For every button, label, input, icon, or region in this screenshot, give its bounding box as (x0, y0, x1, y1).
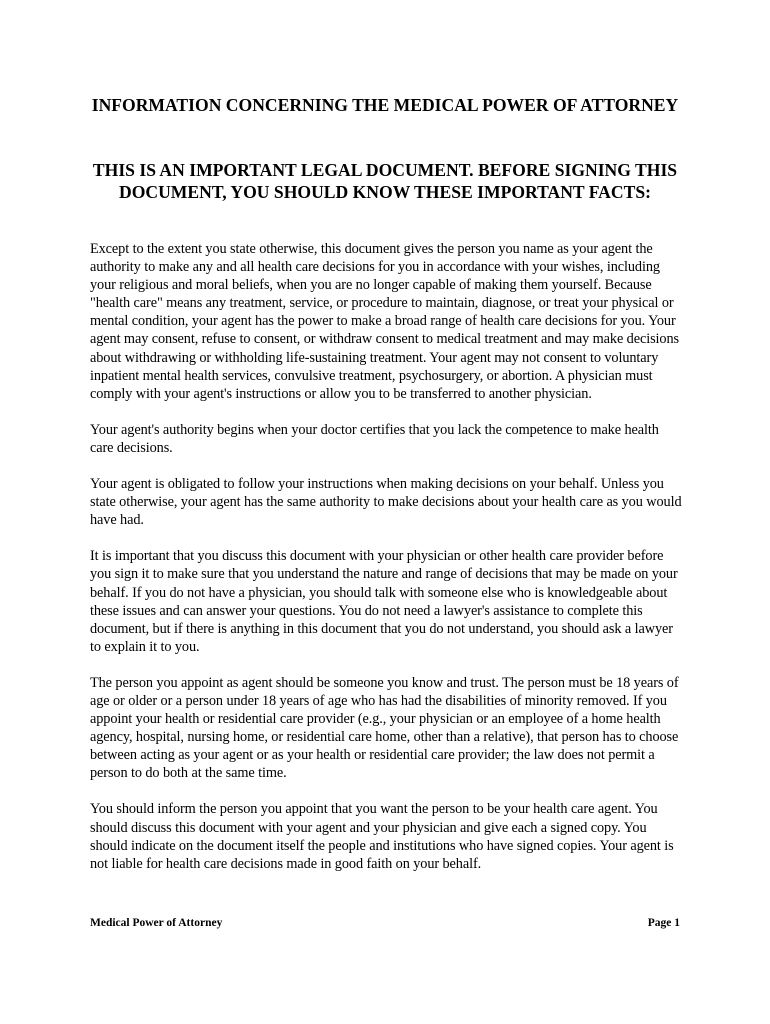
document-title: INFORMATION CONCERNING THE MEDICAL POWER OF ATTORNEY (91, 95, 679, 115)
paragraph-choosing-agent: The person you appoint as agent should be someone you know and trust. The person must be 18 years of age or older or a person under 18 years of age who has had the disabilities of minority removed. If you appoint your health or residential care provider (e.g., your physician or an employee of a home health agency, hospital, nursing home, or residential care home, other than a relative), that person has to choose between acting as your agent or as your health or residential care provider; the law does not permit a person to do both at the same time. (90, 674, 679, 782)
document-subtitle: THIS IS AN IMPORTANT LEGAL DOCUMENT. BEFORE SIGNING THIS DOCUMENT, YOU SHOULD KNOW THESE IMPORTANT FACTS: (92, 160, 678, 202)
footer-page-number: Page 1 (647, 917, 680, 929)
footer-document-name: Medical Power of Attorney (90, 917, 223, 929)
paragraph-authority-begins: Your agent's authority begins when your doctor certifies that you lack the competence to make health care decisions. (90, 421, 659, 456)
paragraph-inform-agent: You should inform the person you appoint that you want the person to be your health care agent. You should discuss this document with your agent and your physician and give each a signed copy. You should indicate on the document itself the people and institutions who have signed copies. Your agent is not liable for health care decisions made in good faith on your behalf. (90, 801, 674, 872)
document-body (90, 240, 684, 891)
paragraph-agent-obligations: Your agent is obligated to follow your instructions when making decisions on your behalf. Unless you state otherwise, your agent has the same authority to make decisions about your health care as you would have had. (90, 476, 682, 529)
paragraph-agent-authority: Except to the extent you state otherwise, this document gives the person you name as your agent the authority to make any and all health care decisions for you in accordance with your wishes, including your religious and moral beliefs, when you are no longer capable of making them yourself. Because "health care" means any treatment, service, or procedure to maintain, diagnose, or treat your physical or mental condition, your agent has the power to make a broad range of health care decisions for you. Your agent may consent, refuse to consent, or withdraw consent to medical treatment and may make decisions about withdrawing or withholding life-sustaining treatment. Your agent may not consent to voluntary inpatient mental health services, convulsive treatment, psychosurgery, or abortion. A physician must comply with your agent's instructions or allow you to be transferred to another physician. (90, 241, 679, 402)
paragraph-discuss-with-physician: It is important that you discuss this document with your physician or other health care provider before you sign it to make sure that you understand the nature and range of decisions that may be made on your behalf. If you do not have a physician, you should talk with someone else who is knowledgeable about these issues and can answer your questions. You do not need a lawyer's assistance to complete this document, but if there is anything in this document that you do not understand, you should ask a lawyer to explain it to you. (90, 548, 678, 655)
